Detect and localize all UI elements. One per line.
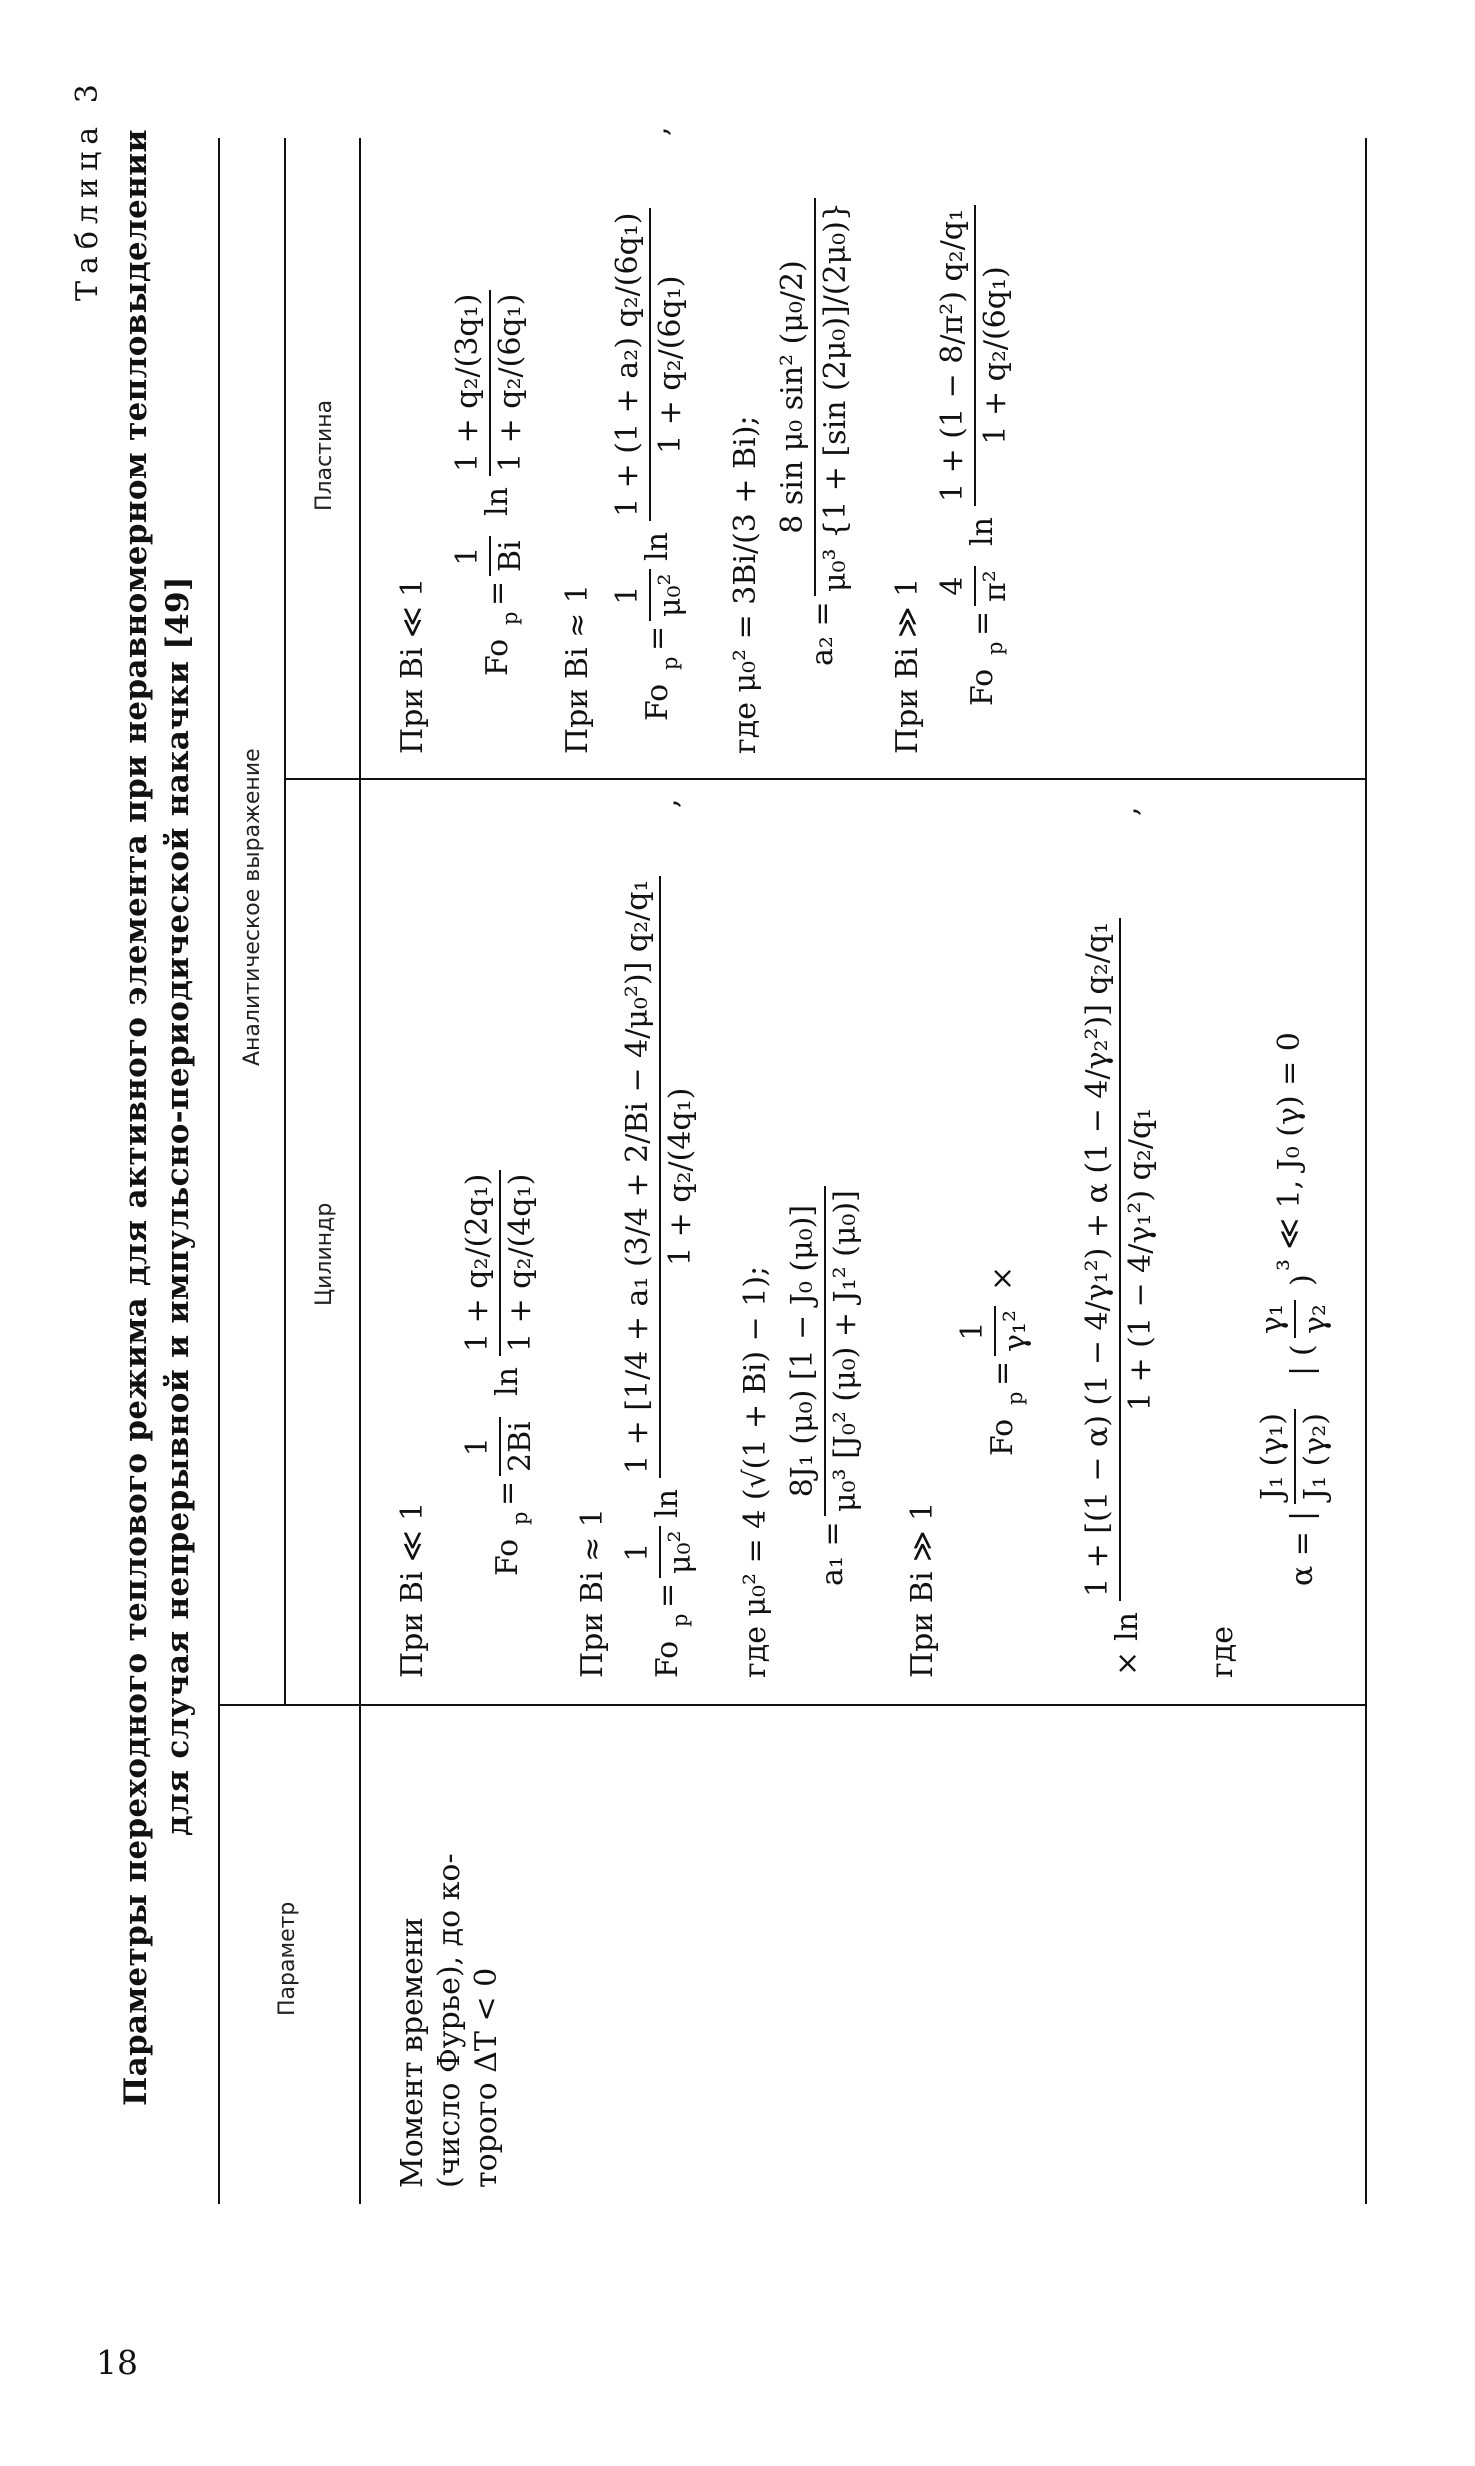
cyl-f6-bessel-ratio [1255,1409,1333,1504]
cyl-f6-gamma-ratio [1255,1300,1333,1338]
cyl-f6-den: J₁ (γ₂) [1298,1413,1333,1500]
cyl-f4-lhs-sub: p [1003,1391,1027,1405]
cyl-f5-ln: ln [1110,1612,1145,1641]
cyl-f5-comma: , [1110,806,1145,816]
cyl-f6-paren-close: ) [1285,1274,1320,1286]
plate-f4-lhs: Fo [965,668,1000,706]
cyl-f1-coef [460,1417,538,1476]
cyl-f3-den: μ₀³ [J₀² (μ₀) + J₁² (μ₀)] [828,1190,863,1512]
cyl-f1-eq: = [490,1480,525,1506]
cyl-f2-den: 1 + q₂/(4q₁) [663,1087,698,1266]
col-header-parameter: Параметр [275,1901,300,2016]
cyl-where-mu: где μ₀² = 4 (√(1 + Bi) − 1); [738,1265,773,1678]
plate-f1-lhs-sub: p [498,611,522,625]
cyl-f2-comma: , [650,798,685,808]
cyl-f6-lhs: α = [1285,1531,1320,1586]
cyl-f6-tail: ³ ≪ 1, J₀ (γ) = 0 [1272,1032,1307,1271]
cyl-where-alpha: где [1205,1626,1240,1678]
col-header-cylinder: Цилиндр [312,1202,337,1306]
cyl-f5-num: 1 + [(1 − α) (1 − 4/γ₁²) + α (1 − 4/γ₂²)] q₂/q₁ [1080,921,1115,1597]
cyl-f2-coef-den: μ₀² [663,1530,698,1574]
plate-f1-den: 1 + q₂/(6q₁) [493,293,528,472]
col-header-analytic: Аналитическое выражение [240,748,265,1066]
cyl-f1-fraction [460,1170,538,1356]
table-top-rule [218,138,220,2204]
plate-f1-fraction [450,290,528,476]
cyl-f4-eq: = [985,1360,1020,1386]
plate-f4-coef-num: 4 [935,576,970,596]
cyl-f1-den: 1 + q₂/(4q₁) [503,1173,538,1352]
cyl-f6-paren-open: ( [1285,1344,1320,1356]
plate-f4-coef [935,566,1013,606]
cyl-f1-lhs-sub: p [508,1511,532,1525]
cyl-f2-lhs-sub: p [668,1613,692,1627]
plate-f4-fraction [935,205,1013,506]
plate-f1-ln: ln [480,487,515,516]
cyl-f6-abs-close: | [1285,1365,1320,1376]
cylinder-plate-divider [286,778,1365,780]
plate-f2-eq: = [640,625,675,651]
cyl-f2-eq: = [650,1582,685,1608]
plate-f2-comma: , [640,126,675,136]
cyl-f2-ln: ln [650,1489,685,1518]
cyl-f3-fraction [785,1186,863,1516]
cyl-f1-num: 1 + q₂/(2q₁) [460,1173,495,1352]
cyl-case-bi-one: При Bi ≈ 1 [575,1508,610,1678]
table-title-line1: Параметры переходного теплового режима для активного элемента при неравномерном тепловыделении [118,129,154,2106]
cyl-f2-num: 1 + [1/4 + a₁ (3/4 + 2/Bi − 4/μ₀²)] q₂/q₁ [620,879,655,1474]
col-header-plate: Пластина [312,399,337,511]
plate-f4-num: 1 + (1 − 8/π²) q₂/q₁ [935,208,970,502]
cyl-f6-num: J₁ (γ₁) [1255,1413,1290,1500]
plate-f3-fraction [775,198,853,596]
cyl-f6-abs-open: | [1285,1510,1320,1521]
plate-f1-eq: = [480,580,515,606]
header-bottom-rule [359,138,361,2204]
cyl-f1-lhs: Fo [490,1538,525,1576]
plate-f4-den: 1 + q₂/(6q₁) [978,266,1013,445]
cyl-f2-coef-num: 1 [620,1542,655,1562]
plate-f2-coef [610,569,688,621]
plate-f4-coef-den: π² [978,570,1013,602]
cyl-f5-den: 1 + (1 − 4/γ₁²) q₂/q₁ [1123,1107,1158,1412]
plate-f2-ln: ln [640,532,675,561]
cyl-f2-coef [620,1526,698,1578]
cyl-f4-coef-num: 1 [955,1321,990,1341]
analytic-subheader-rule [284,138,286,1706]
plate-f1-num: 1 + q₂/(3q₁) [450,293,485,472]
plate-f2-coef-den: μ₀² [653,573,688,617]
cyl-f5-fraction [1080,918,1158,1601]
cyl-f3-lhs: a₁ = [815,1521,850,1586]
plate-f1-coef-den: Bi [493,540,528,572]
plate-f2-lhs-sub: p [658,656,682,670]
plate-f3-num: 8 sin μ₀ sin² (μ₀/2) [775,260,810,534]
cyl-f4-coef-den: γ₁² [998,1310,1033,1352]
cyl-f1-coef-den: 2Bi [503,1421,538,1472]
param-line3: торого ΔT < 0 [469,1967,504,2188]
cyl-f2-lhs: Fo [650,1640,685,1678]
cyl-f4-lhs: Fo [985,1418,1020,1456]
cyl-f2-fraction [620,876,698,1478]
plate-f2-num: 1 + (1 + a₂) q₂/(6q₁) [610,212,645,517]
plate-f2-lhs: Fo [640,683,675,721]
cyl-case-bi-large: При Bi ≫ 1 [905,1501,940,1678]
plate-case-bi-small: При Bi ≪ 1 [395,577,430,754]
table-label: Таблица 3 [70,77,105,301]
cyl-f1-ln: ln [490,1367,525,1396]
table-title-line2: для случая непрерывной и импульсно-периодической накачки [49] [160,576,196,1836]
plate-f1-lhs: Fo [480,638,515,676]
cyl-f3-num: 8J₁ (μ₀) [1 − J₀ (μ₀)] [785,1204,820,1498]
plate-f3-lhs: a₂ = [805,601,840,666]
cyl-case-bi-small: При Bi ≪ 1 [395,1501,430,1678]
cyl-f1-coef-num: 1 [460,1437,495,1457]
cyl-f4-times: × [985,1265,1020,1291]
param-line1: Момент времени [395,1917,430,2188]
plate-f4-eq: = [965,610,1000,636]
cyl-f6-ratio-num: γ₁ [1255,1304,1290,1334]
plate-f4-ln: ln [965,517,1000,546]
plate-f1-coef [450,536,528,576]
plate-f1-coef-num: 1 [450,546,485,566]
plate-f2-coef-num: 1 [610,585,645,605]
plate-f2-den: 1 + q₂/(6q₁) [653,275,688,454]
cyl-f6-ratio-den: γ₂ [1298,1304,1333,1334]
param-column-divider [220,1704,1365,1706]
plate-f2-fraction [610,208,688,521]
plate-f4-lhs-sub: p [983,641,1007,655]
cyl-f5-times: × [1110,1650,1145,1676]
cyl-f4-coef [955,1306,1033,1356]
plate-where-mu: где μ₀² = 3Bi/(3 + Bi); [728,415,763,754]
param-line2: (число Фурье), до ко- [432,1853,467,2188]
plate-case-bi-large: При Bi ≫ 1 [890,577,925,754]
plate-f3-den: μ₀³ {1 + [sin (2μ₀)]/(2μ₀)} [818,202,853,592]
table-bottom-rule [1365,138,1367,2204]
page-number: 18 [96,2343,138,2382]
plate-case-bi-one: При Bi ≈ 1 [560,584,595,754]
